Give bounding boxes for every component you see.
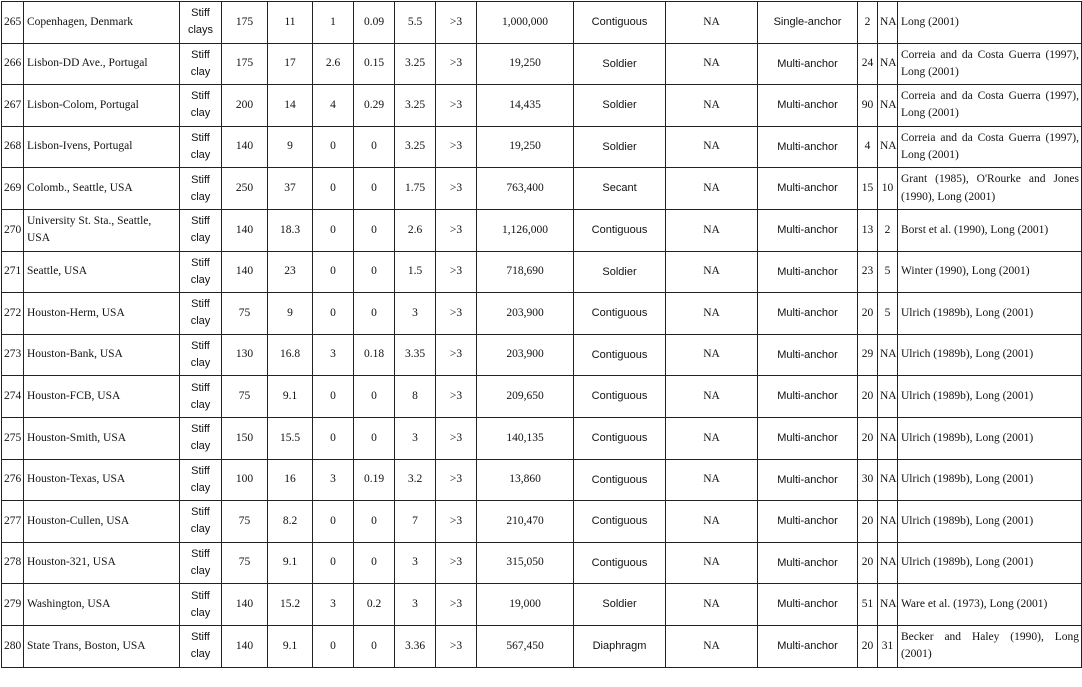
value-cell-4: 0	[354, 501, 395, 543]
value-cell-8: NA	[666, 126, 758, 168]
table-row	[2, 168, 1082, 210]
value-cell-3: 2.6	[313, 43, 354, 85]
value-cell-3: 3	[313, 334, 354, 376]
value-cell-10: NA	[878, 43, 898, 85]
value-cell-8: NA	[666, 168, 758, 210]
support-type-cell: Multi-anchor	[758, 584, 858, 626]
value-cell-5: 3.25	[395, 85, 436, 127]
reference-cell: Grant (1985), O'Rourke and Jones (1990), Long (2001)	[898, 168, 1082, 210]
reference-cell: Becker and Haley (1990), Long (2001)	[898, 625, 1082, 667]
site-cell: Washington, USA	[24, 584, 180, 626]
case-number-cell: 274	[2, 376, 24, 418]
value-cell-5: 2.6	[395, 209, 436, 251]
value-cell-3: 0	[313, 417, 354, 459]
case-number-cell: 272	[2, 293, 24, 335]
value-cell-7: 1,126,000	[477, 209, 574, 251]
case-number-cell: 269	[2, 168, 24, 210]
soil-type-cell: Stiff clay	[180, 376, 222, 418]
value-cell-3: 0	[313, 625, 354, 667]
case-number-cell: 279	[2, 584, 24, 626]
value-cell-1: 175	[222, 2, 268, 44]
case-number-cell: 277	[2, 501, 24, 543]
wall-type-cell: Contiguous	[574, 459, 666, 501]
value-cell-1: 75	[222, 501, 268, 543]
reference-cell: Borst et al. (1990), Long (2001)	[898, 209, 1082, 251]
value-cell-7: 19,250	[477, 126, 574, 168]
value-cell-1: 250	[222, 168, 268, 210]
value-cell-9: 20	[858, 417, 878, 459]
reference-cell: Winter (1990), Long (2001)	[898, 251, 1082, 293]
value-cell-8: NA	[666, 501, 758, 543]
value-cell-6: >3	[436, 126, 477, 168]
wall-type-cell: Soldier	[574, 584, 666, 626]
value-cell-5: 1.5	[395, 251, 436, 293]
wall-type-cell: Diaphragm	[574, 625, 666, 667]
value-cell-7: 13,860	[477, 459, 574, 501]
site-cell: Lisbon-DD Ave., Portugal	[24, 43, 180, 85]
value-cell-2: 14	[268, 85, 313, 127]
case-number-cell: 276	[2, 459, 24, 501]
soil-type-cell: Stiff clay	[180, 542, 222, 584]
site-cell: Houston-Cullen, USA	[24, 501, 180, 543]
value-cell-6: >3	[436, 168, 477, 210]
value-cell-5: 3	[395, 293, 436, 335]
value-cell-3: 0	[313, 376, 354, 418]
value-cell-10: NA	[878, 584, 898, 626]
value-cell-9: 90	[858, 85, 878, 127]
value-cell-3: 0	[313, 168, 354, 210]
value-cell-2: 9.1	[268, 376, 313, 418]
value-cell-2: 15.5	[268, 417, 313, 459]
value-cell-2: 23	[268, 251, 313, 293]
value-cell-2: 9.1	[268, 542, 313, 584]
value-cell-2: 11	[268, 2, 313, 44]
value-cell-10: NA	[878, 2, 898, 44]
soil-type-cell: Stiff clay	[180, 459, 222, 501]
value-cell-7: 315,050	[477, 542, 574, 584]
value-cell-6: >3	[436, 459, 477, 501]
case-number-cell: 266	[2, 43, 24, 85]
value-cell-7: 140,135	[477, 417, 574, 459]
case-number-cell: 278	[2, 542, 24, 584]
table-row	[2, 126, 1082, 168]
value-cell-9: 20	[858, 293, 878, 335]
value-cell-9: 29	[858, 334, 878, 376]
reference-cell: Ulrich (1989b), Long (2001)	[898, 501, 1082, 543]
table-row	[2, 459, 1082, 501]
value-cell-4: 0.19	[354, 459, 395, 501]
value-cell-1: 100	[222, 459, 268, 501]
value-cell-4: 0.18	[354, 334, 395, 376]
site-cell: Houston-Bank, USA	[24, 334, 180, 376]
site-cell: Seattle, USA	[24, 251, 180, 293]
value-cell-8: NA	[666, 376, 758, 418]
value-cell-7: 209,650	[477, 376, 574, 418]
value-cell-8: NA	[666, 293, 758, 335]
value-cell-1: 75	[222, 542, 268, 584]
value-cell-10: NA	[878, 542, 898, 584]
soil-type-cell: Stiff clay	[180, 85, 222, 127]
support-type-cell: Multi-anchor	[758, 293, 858, 335]
table-row	[2, 334, 1082, 376]
value-cell-7: 210,470	[477, 501, 574, 543]
value-cell-3: 0	[313, 293, 354, 335]
table-row	[2, 2, 1082, 44]
value-cell-6: >3	[436, 584, 477, 626]
value-cell-8: NA	[666, 251, 758, 293]
value-cell-8: NA	[666, 209, 758, 251]
support-type-cell: Multi-anchor	[758, 459, 858, 501]
value-cell-1: 140	[222, 251, 268, 293]
value-cell-8: NA	[666, 584, 758, 626]
support-type-cell: Multi-anchor	[758, 334, 858, 376]
value-cell-2: 16	[268, 459, 313, 501]
table-row	[2, 209, 1082, 251]
value-cell-5: 1.75	[395, 168, 436, 210]
value-cell-9: 20	[858, 501, 878, 543]
value-cell-2: 9.1	[268, 625, 313, 667]
value-cell-4: 0.09	[354, 2, 395, 44]
site-cell: Lisbon-Colom, Portugal	[24, 85, 180, 127]
case-number-cell: 268	[2, 126, 24, 168]
case-number-cell: 271	[2, 251, 24, 293]
support-type-cell: Multi-anchor	[758, 625, 858, 667]
soil-type-cell: Stiff clay	[180, 501, 222, 543]
value-cell-7: 567,450	[477, 625, 574, 667]
case-number-cell: 265	[2, 2, 24, 44]
table-row	[2, 542, 1082, 584]
value-cell-2: 9	[268, 293, 313, 335]
value-cell-9: 4	[858, 126, 878, 168]
value-cell-6: >3	[436, 334, 477, 376]
value-cell-7: 763,400	[477, 168, 574, 210]
value-cell-6: >3	[436, 293, 477, 335]
site-cell: Houston-Herm, USA	[24, 293, 180, 335]
site-cell: University St. Sta., Seattle, USA	[24, 209, 180, 251]
table-row	[2, 625, 1082, 667]
soil-type-cell: Stiff clay	[180, 251, 222, 293]
wall-type-cell: Contiguous	[574, 209, 666, 251]
value-cell-8: NA	[666, 625, 758, 667]
value-cell-6: >3	[436, 376, 477, 418]
value-cell-10: 2	[878, 209, 898, 251]
value-cell-9: 2	[858, 2, 878, 44]
value-cell-9: 51	[858, 584, 878, 626]
value-cell-7: 1,000,000	[477, 2, 574, 44]
value-cell-10: 5	[878, 251, 898, 293]
value-cell-5: 3.35	[395, 334, 436, 376]
value-cell-3: 0	[313, 251, 354, 293]
value-cell-1: 130	[222, 334, 268, 376]
site-cell: State Trans, Boston, USA	[24, 625, 180, 667]
value-cell-10: NA	[878, 85, 898, 127]
value-cell-7: 14,435	[477, 85, 574, 127]
soil-type-cell: Stiff clay	[180, 625, 222, 667]
wall-type-cell: Contiguous	[574, 417, 666, 459]
value-cell-3: 1	[313, 2, 354, 44]
value-cell-5: 5.5	[395, 2, 436, 44]
support-type-cell: Multi-anchor	[758, 251, 858, 293]
case-number-cell: 275	[2, 417, 24, 459]
value-cell-8: NA	[666, 43, 758, 85]
value-cell-4: 0	[354, 542, 395, 584]
reference-cell: Ware et al. (1973), Long (2001)	[898, 584, 1082, 626]
value-cell-1: 140	[222, 209, 268, 251]
value-cell-9: 13	[858, 209, 878, 251]
table-row	[2, 376, 1082, 418]
value-cell-7: 203,900	[477, 334, 574, 376]
value-cell-10: NA	[878, 334, 898, 376]
value-cell-10: NA	[878, 376, 898, 418]
value-cell-1: 150	[222, 417, 268, 459]
value-cell-4: 0.2	[354, 584, 395, 626]
value-cell-2: 8.2	[268, 501, 313, 543]
value-cell-4: 0	[354, 168, 395, 210]
value-cell-4: 0	[354, 376, 395, 418]
reference-cell: Ulrich (1989b), Long (2001)	[898, 293, 1082, 335]
value-cell-8: NA	[666, 85, 758, 127]
table-row	[2, 43, 1082, 85]
soil-type-cell: Stiff clay	[180, 209, 222, 251]
value-cell-10: NA	[878, 417, 898, 459]
value-cell-10: NA	[878, 126, 898, 168]
value-cell-2: 18.3	[268, 209, 313, 251]
value-cell-5: 7	[395, 501, 436, 543]
soil-type-cell: Stiff clay	[180, 43, 222, 85]
value-cell-6: >3	[436, 542, 477, 584]
support-type-cell: Multi-anchor	[758, 43, 858, 85]
value-cell-9: 20	[858, 625, 878, 667]
support-type-cell: Single-anchor	[758, 2, 858, 44]
value-cell-2: 16.8	[268, 334, 313, 376]
value-cell-1: 200	[222, 85, 268, 127]
value-cell-9: 20	[858, 542, 878, 584]
value-cell-5: 3	[395, 542, 436, 584]
reference-cell: Correia and da Costa Guerra (1997), Long (2001)	[898, 43, 1082, 85]
value-cell-5: 3	[395, 584, 436, 626]
reference-cell: Ulrich (1989b), Long (2001)	[898, 417, 1082, 459]
value-cell-5: 3.25	[395, 43, 436, 85]
value-cell-3: 0	[313, 501, 354, 543]
table-row	[2, 584, 1082, 626]
value-cell-8: NA	[666, 542, 758, 584]
site-cell: Lisbon-Ivens, Portugal	[24, 126, 180, 168]
wall-type-cell: Soldier	[574, 126, 666, 168]
value-cell-6: >3	[436, 43, 477, 85]
table-body	[2, 2, 1082, 668]
site-cell: Colomb., Seattle, USA	[24, 168, 180, 210]
wall-type-cell: Contiguous	[574, 376, 666, 418]
soil-type-cell: Stiff clay	[180, 168, 222, 210]
value-cell-10: NA	[878, 459, 898, 501]
value-cell-8: NA	[666, 334, 758, 376]
value-cell-10: 10	[878, 168, 898, 210]
value-cell-4: 0	[354, 126, 395, 168]
reference-cell: Long (2001)	[898, 2, 1082, 44]
value-cell-9: 20	[858, 376, 878, 418]
case-number-cell: 270	[2, 209, 24, 251]
value-cell-3: 0	[313, 542, 354, 584]
wall-type-cell: Contiguous	[574, 501, 666, 543]
value-cell-3: 3	[313, 584, 354, 626]
value-cell-6: >3	[436, 417, 477, 459]
value-cell-3: 4	[313, 85, 354, 127]
value-cell-8: NA	[666, 417, 758, 459]
value-cell-1: 140	[222, 584, 268, 626]
table-row	[2, 251, 1082, 293]
reference-cell: Ulrich (1989b), Long (2001)	[898, 459, 1082, 501]
reference-cell: Correia and da Costa Guerra (1997), Long (2001)	[898, 85, 1082, 127]
site-cell: Houston-321, USA	[24, 542, 180, 584]
value-cell-6: >3	[436, 501, 477, 543]
value-cell-7: 718,690	[477, 251, 574, 293]
wall-type-cell: Contiguous	[574, 542, 666, 584]
support-type-cell: Multi-anchor	[758, 126, 858, 168]
reference-cell: Ulrich (1989b), Long (2001)	[898, 542, 1082, 584]
value-cell-10: 31	[878, 625, 898, 667]
value-cell-10: 5	[878, 293, 898, 335]
value-cell-7: 19,000	[477, 584, 574, 626]
soil-type-cell: Stiff clay	[180, 293, 222, 335]
value-cell-3: 0	[313, 209, 354, 251]
value-cell-1: 175	[222, 43, 268, 85]
value-cell-4: 0	[354, 209, 395, 251]
support-type-cell: Multi-anchor	[758, 85, 858, 127]
value-cell-5: 3.25	[395, 126, 436, 168]
soil-type-cell: Stiff clay	[180, 584, 222, 626]
case-number-cell: 280	[2, 625, 24, 667]
value-cell-4: 0	[354, 625, 395, 667]
site-cell: Copenhagen, Denmark	[24, 2, 180, 44]
value-cell-2: 15.2	[268, 584, 313, 626]
table-row	[2, 85, 1082, 127]
value-cell-1: 140	[222, 126, 268, 168]
support-type-cell: Multi-anchor	[758, 376, 858, 418]
value-cell-6: >3	[436, 85, 477, 127]
site-cell: Houston-Texas, USA	[24, 459, 180, 501]
support-type-cell: Multi-anchor	[758, 542, 858, 584]
value-cell-2: 9	[268, 126, 313, 168]
reference-cell: Correia and da Costa Guerra (1997), Long (2001)	[898, 126, 1082, 168]
support-type-cell: Multi-anchor	[758, 209, 858, 251]
value-cell-4: 0	[354, 251, 395, 293]
value-cell-1: 75	[222, 376, 268, 418]
site-cell: Houston-Smith, USA	[24, 417, 180, 459]
wall-type-cell: Soldier	[574, 251, 666, 293]
value-cell-7: 203,900	[477, 293, 574, 335]
value-cell-5: 3	[395, 417, 436, 459]
value-cell-3: 0	[313, 126, 354, 168]
wall-type-cell: Contiguous	[574, 293, 666, 335]
value-cell-6: >3	[436, 251, 477, 293]
reference-cell: Ulrich (1989b), Long (2001)	[898, 376, 1082, 418]
value-cell-4: 0.29	[354, 85, 395, 127]
value-cell-1: 140	[222, 625, 268, 667]
support-type-cell: Multi-anchor	[758, 417, 858, 459]
wall-type-cell: Secant	[574, 168, 666, 210]
support-type-cell: Multi-anchor	[758, 168, 858, 210]
wall-type-cell: Soldier	[574, 85, 666, 127]
value-cell-9: 24	[858, 43, 878, 85]
value-cell-4: 0	[354, 417, 395, 459]
value-cell-2: 17	[268, 43, 313, 85]
wall-type-cell: Contiguous	[574, 334, 666, 376]
value-cell-9: 23	[858, 251, 878, 293]
reference-cell: Ulrich (1989b), Long (2001)	[898, 334, 1082, 376]
wall-type-cell: Contiguous	[574, 2, 666, 44]
value-cell-6: >3	[436, 2, 477, 44]
soil-type-cell: Stiff clay	[180, 417, 222, 459]
value-cell-5: 3.36	[395, 625, 436, 667]
soil-type-cell: Stiff clays	[180, 2, 222, 44]
value-cell-6: >3	[436, 625, 477, 667]
case-number-cell: 267	[2, 85, 24, 127]
table-row	[2, 417, 1082, 459]
value-cell-10: NA	[878, 501, 898, 543]
wall-type-cell: Soldier	[574, 43, 666, 85]
value-cell-2: 37	[268, 168, 313, 210]
table-row	[2, 501, 1082, 543]
value-cell-6: >3	[436, 209, 477, 251]
value-cell-5: 3.2	[395, 459, 436, 501]
value-cell-7: 19,250	[477, 43, 574, 85]
value-cell-1: 75	[222, 293, 268, 335]
support-type-cell: Multi-anchor	[758, 501, 858, 543]
case-history-table	[1, 1, 1082, 668]
value-cell-5: 8	[395, 376, 436, 418]
case-number-cell: 273	[2, 334, 24, 376]
value-cell-4: 0.15	[354, 43, 395, 85]
value-cell-8: NA	[666, 2, 758, 44]
value-cell-8: NA	[666, 459, 758, 501]
value-cell-4: 0	[354, 293, 395, 335]
site-cell: Houston-FCB, USA	[24, 376, 180, 418]
value-cell-9: 30	[858, 459, 878, 501]
table-row	[2, 293, 1082, 335]
soil-type-cell: Stiff clay	[180, 334, 222, 376]
soil-type-cell: Stiff clay	[180, 126, 222, 168]
value-cell-3: 3	[313, 459, 354, 501]
value-cell-9: 15	[858, 168, 878, 210]
